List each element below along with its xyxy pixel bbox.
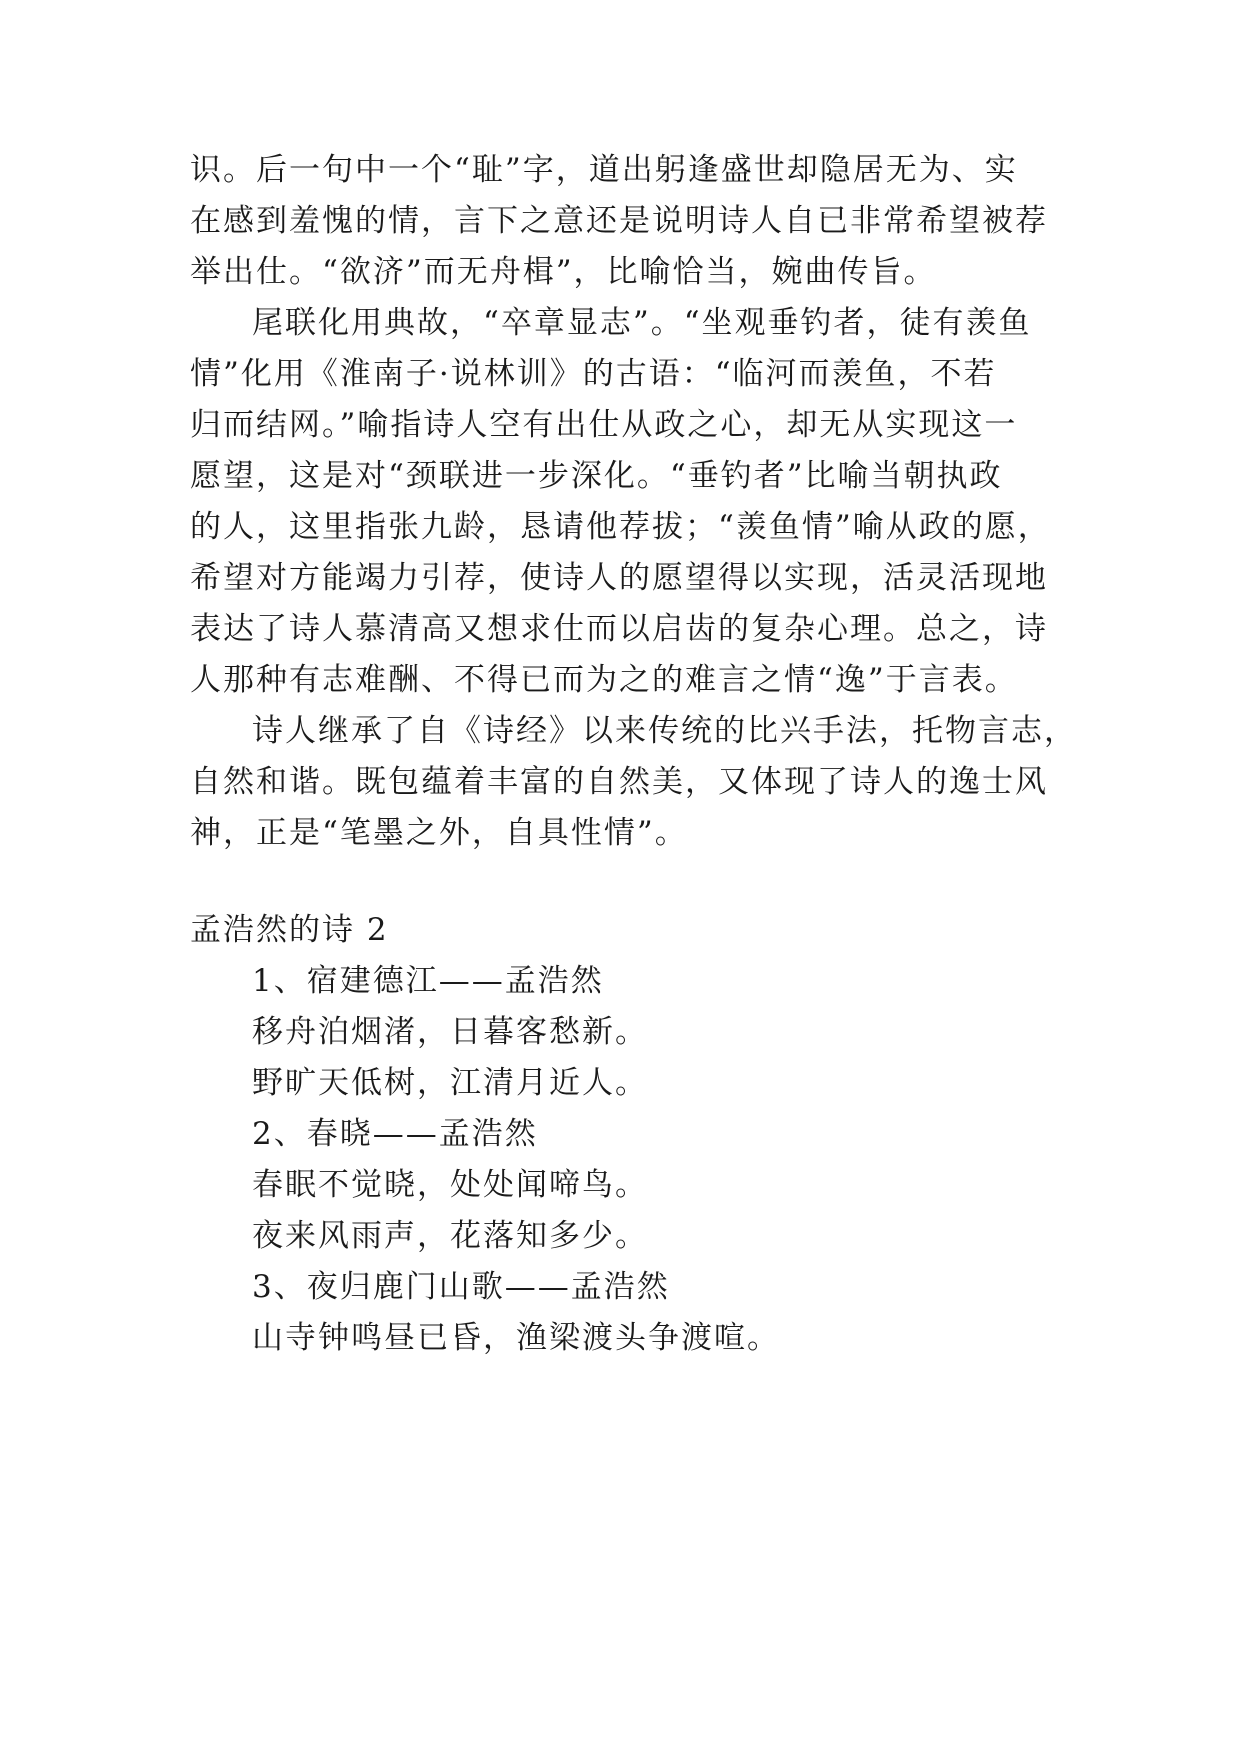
poem-heading: 1、宿建德江——孟浩然 [252, 963, 604, 999]
essay-line: 人那种有志难酬、不得已而为之的难言之情“逸”于言表。 [190, 662, 1018, 698]
essay-line: 愿望，这是对“颈联进一步深化。“垂钓者”比喻当朝执政 [190, 458, 1003, 494]
poem-heading: 2、春晓——孟浩然 [252, 1116, 538, 1152]
paragraph-start-line: 尾联化用典故，“卒章显志”。“坐观垂钓者，徒有羡鱼 [252, 305, 1032, 341]
essay-line: 在感到羞愧的情，言下之意还是说明诗人自已非常希望被荐 [190, 203, 1048, 239]
essay-line: 举出仕。“欲济”而无舟楫”，比喻恰当，婉曲传旨。 [190, 254, 937, 290]
essay-line: 的人，这里指张九龄，恳请他荐拔；“羡鱼情”喻从政的愿， [190, 509, 1051, 545]
essay-line: 神，正是“笔墨之外，自具性情”。 [190, 815, 688, 851]
essay-line: 表达了诗人慕清高又想求仕而以启齿的复杂心理。总之，诗 [190, 611, 1048, 647]
poem-line: 夜来风雨声，花落知多少。 [252, 1218, 648, 1254]
essay-line: 情”化用《淮南子·说林训》的古语：“临河而羡鱼，不若 [190, 356, 997, 392]
poem-heading: 3、夜归鹿门山歌——孟浩然 [252, 1269, 670, 1305]
poem-line: 山寺钟鸣昼已昏，渔梁渡头争渡喧。 [252, 1320, 780, 1356]
poem-line: 春眠不觉晓，处处闻啼鸟。 [252, 1167, 648, 1203]
essay-line: 识。后一句中一个“耻”字，道出躬逢盛世却隐居无为、实 [190, 152, 1018, 188]
essay-line: 希望对方能竭力引荐，使诗人的愿望得以实现，活灵活现地 [190, 560, 1048, 596]
essay-line: 归而结网。”喻指诗人空有出仕从政之心，却无从实现这一 [190, 407, 1018, 443]
essay-line: 自然和谐。既包蕴着丰富的自然美，又体现了诗人的逸士风 [190, 764, 1048, 800]
paragraph-start-line: 诗人继承了自《诗经》以来传统的比兴手法，托物言志， [252, 713, 1077, 749]
poem-line: 移舟泊烟渚，日暮客愁新。 [252, 1014, 648, 1050]
poem-line: 野旷天低树，江清月近人。 [252, 1065, 648, 1101]
section-title: 孟浩然的诗 2 [190, 912, 389, 948]
